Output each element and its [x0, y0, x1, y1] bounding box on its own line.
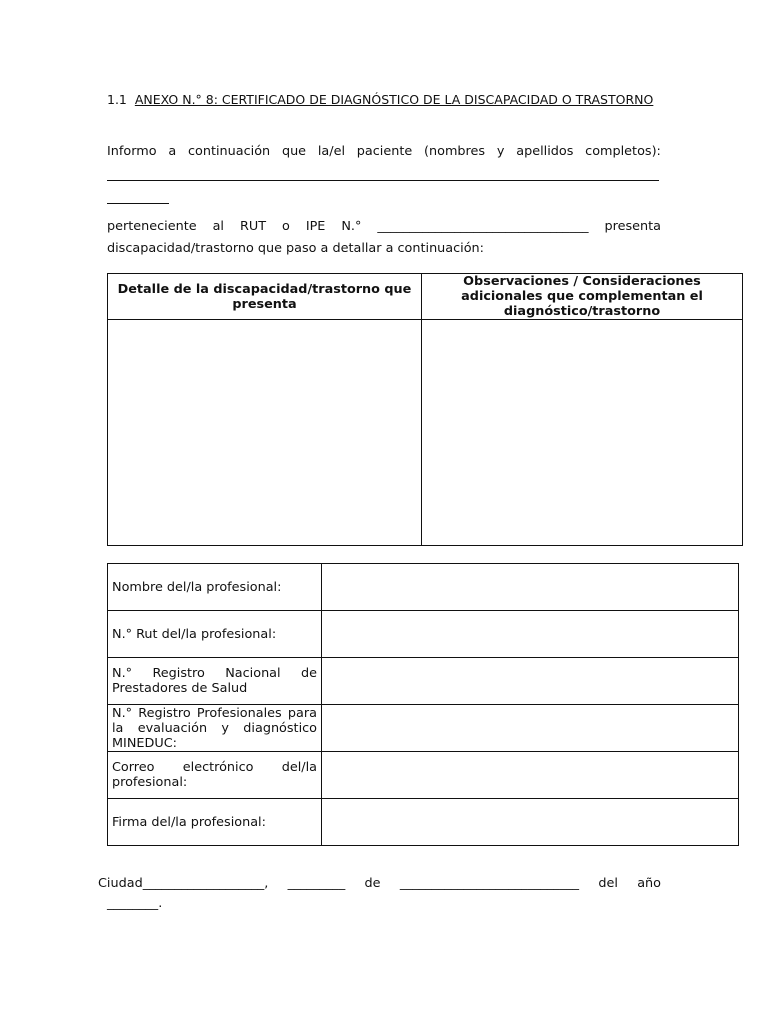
professional-name-field[interactable]: [322, 564, 739, 611]
rut-blank[interactable]: _________________________________: [377, 219, 589, 234]
intro-word: apellidos: [516, 144, 574, 159]
rut-word: al: [212, 219, 224, 234]
rut-word: RUT: [239, 219, 267, 234]
rut-word: presenta: [604, 219, 661, 234]
intro-word: la/el: [317, 144, 345, 159]
day-blank[interactable]: _________: [287, 876, 346, 891]
mineduc-registry-label: N.° Registro Profesionales para la evaluación y diagnóstico MINEDUC:: [108, 705, 322, 752]
mineduc-registry-field[interactable]: [322, 705, 739, 752]
del-word: del: [598, 876, 618, 891]
professional-name-label: Nombre del/la profesional:: [108, 564, 322, 611]
rut-word: o: [282, 219, 290, 234]
year-blank[interactable]: ________.: [107, 896, 163, 911]
detail-column-header: Detalle de la discapacidad/trastorno que presenta: [108, 274, 422, 320]
date-line: [98, 876, 661, 891]
professional-info-table: [107, 563, 739, 846]
observations-column-header: Observaciones / Consideraciones adicionales que complementan el diagnóstico/trastorno: [422, 274, 743, 320]
table-row: [108, 658, 739, 705]
email-field[interactable]: [322, 752, 739, 799]
table-row: [108, 752, 739, 799]
observations-cell[interactable]: [422, 320, 743, 546]
table-row: [108, 564, 739, 611]
table-row: [108, 799, 739, 846]
table-row: [108, 705, 739, 752]
de-word: de: [364, 876, 381, 891]
intro-line: [107, 141, 661, 163]
intro-word: Informo: [107, 144, 157, 159]
rut-word: N.°: [341, 219, 362, 234]
intro-word: y: [496, 144, 505, 159]
section-heading: [107, 92, 653, 107]
health-registry-field[interactable]: [322, 658, 739, 705]
signature-label: Firma del/la profesional:: [108, 799, 322, 846]
health-registry-label: N.° Registro Nacional de Prestadores de Salud: [108, 658, 322, 705]
professional-rut-label: N.° Rut del/la profesional:: [108, 611, 322, 658]
city-blank[interactable]: Ciudad___________________,: [98, 876, 269, 891]
detail-cell[interactable]: [108, 320, 422, 546]
anio-word: año: [637, 876, 661, 891]
intro-word: (nombres: [424, 144, 486, 159]
professional-rut-field[interactable]: [322, 611, 739, 658]
intro-word: a: [168, 144, 177, 159]
patient-name-line-cont[interactable]: [107, 203, 169, 204]
intro-word: que: [281, 144, 307, 159]
email-label: Correo electrónico del/la profesional:: [108, 752, 322, 799]
intro-word: completos):: [585, 144, 661, 159]
heading-title: ANEXO N.° 8: CERTIFICADO DE DIAGNÓSTICO DE LA DISCAPACIDAD O TRASTORNO: [134, 92, 654, 107]
rut-continuation: discapacidad/trastorno que paso a detallar a continuación:: [107, 241, 484, 256]
table-row: [108, 611, 739, 658]
rut-line: [107, 216, 661, 238]
diagnosis-detail-table: [107, 273, 743, 546]
rut-word: perteneciente: [107, 219, 197, 234]
heading-number: 1.1: [107, 92, 127, 107]
rut-word: IPE: [305, 219, 326, 234]
intro-word: continuación: [188, 144, 271, 159]
patient-name-line[interactable]: [107, 180, 659, 181]
signature-field[interactable]: [322, 799, 739, 846]
intro-word: paciente: [356, 144, 413, 159]
month-blank[interactable]: ____________________________: [399, 876, 580, 891]
